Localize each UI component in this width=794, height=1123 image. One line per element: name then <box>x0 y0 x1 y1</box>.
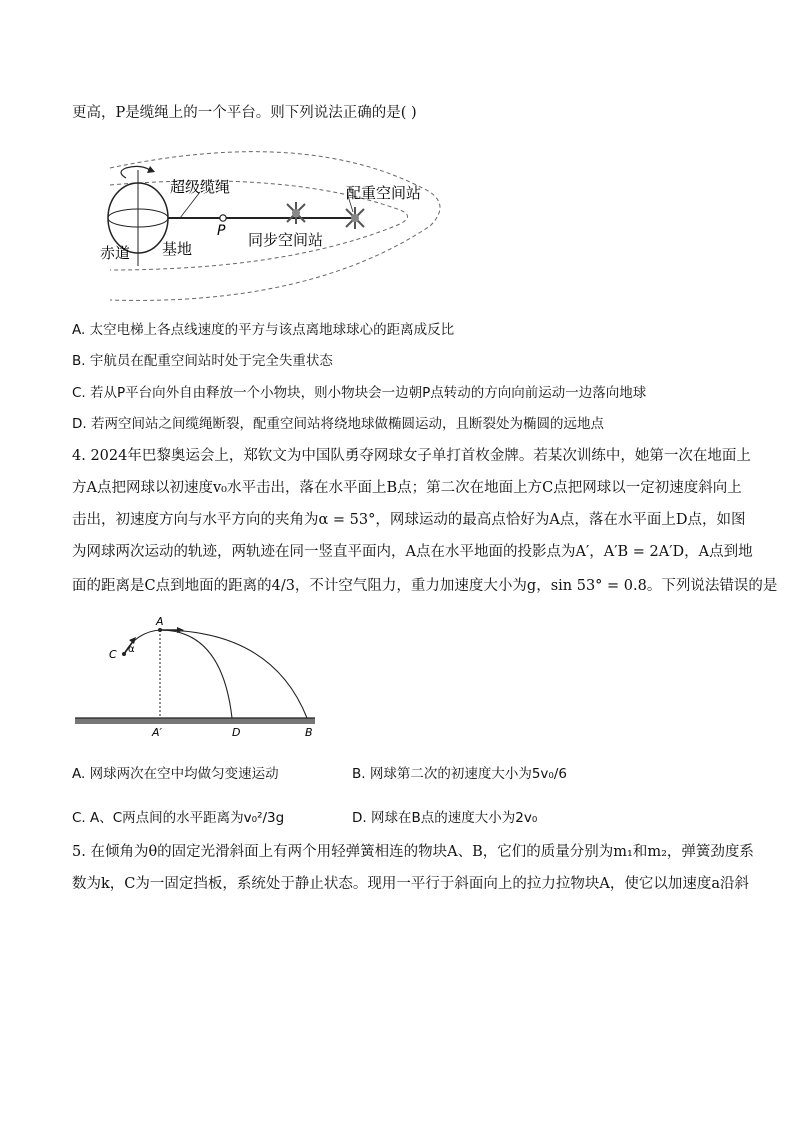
sync-station-icon <box>287 202 305 224</box>
q4-stem-line-5: 面的距离是C点到地面的距离的4/3，不计空气阻力，重力加速度大小为g，sin 53° = 0.8。下列说法错误的是 <box>72 578 778 594</box>
label-sync-station: 同步空间站 <box>248 231 324 249</box>
q4-stem-line-3: 击出，初速度方向与水平方向的夹角为α = 53°，网球运动的最高点恰好为A点，落在水平面上D点，如图 <box>72 512 746 528</box>
q4-option-c: C. A、C两点间的水平距离为v₀²/3g <box>72 810 285 826</box>
point-p <box>220 215 226 221</box>
q5-stem-line-2: 数为k，C为一固定挡板，系统处于静止状态。现用一平行于斜面向上的拉力拉物块A，使它以加速度a沿斜 <box>72 876 749 892</box>
point-c <box>122 652 126 656</box>
q4-stem-line-1: 4. 2024年巴黎奥运会上，郑钦文为中国队勇夺网球女子单打首枚金牌。若某次训练中，她第一次在地面上 <box>72 448 751 464</box>
label-rope: 超级缆绳 <box>170 178 231 196</box>
label-base: 基地 <box>162 240 193 258</box>
q4-option-d: D. 网球在B点的速度大小为2v₀ <box>352 810 538 826</box>
ground-hatch <box>75 718 315 724</box>
q4-option-a: A. 网球两次在空中均做匀变速运动 <box>72 766 279 782</box>
point-a <box>158 628 162 632</box>
rotation-arrow-icon <box>121 166 150 178</box>
label-a: A <box>156 615 164 628</box>
space-elevator-figure <box>100 130 450 305</box>
label-c: C <box>109 648 117 661</box>
label-b: B <box>305 726 313 739</box>
label-equator: 赤道 <box>100 244 131 262</box>
q4-stem-line-2: 方A点把网球以初速度v₀水平击出，落在水平面上B点；第二次在地面上方C点把网球以一定初速度斜向上 <box>72 480 742 496</box>
q3-option-d: D. 若两空间站之间缆绳断裂，配重空间站将绕地球做椭圆运动，且断裂处为椭圆的远地点 <box>72 416 604 432</box>
trajectory-c-to-d <box>124 630 232 718</box>
velocity-arrowhead-a-icon <box>177 627 184 633</box>
label-alpha: α <box>128 644 135 655</box>
label-a-prime: A′ <box>152 726 163 739</box>
label-counterweight-station: 配重空间站 <box>346 184 422 202</box>
trajectory-a-to-b <box>160 630 307 718</box>
q3-stem-tail: 更高，P是缆绳上的一个平台。则下列说法正确的是( ) <box>72 105 417 121</box>
label-d: D <box>232 726 241 739</box>
tennis-trajectory-figure <box>72 612 322 742</box>
q4-stem-line-4: 为网球两次运动的轨迹，两轨迹在同一竖直平面内，A点在水平地面的投影点为A′，A′B = 2A′D，A点到地 <box>72 544 753 560</box>
q4-option-b: B. 网球第二次的初速度大小为5v₀/6 <box>352 766 567 782</box>
q5-stem-line-1: 5. 在倾角为θ的固定光滑斜面上有两个用轻弹簧相连的物块A、B，它们的质量分别为m₁和m₂，弹簧劲度系 <box>72 844 754 860</box>
q3-option-a: A. 太空电梯上各点线速度的平方与该点离地球球心的距离成反比 <box>72 322 455 338</box>
q3-option-b: B. 宇航员在配重空间站时处于完全失重状态 <box>72 353 333 369</box>
q3-option-c: C. 若从P平台向外自由释放一个小物块，则小物块会一边朝P点转动的方向向前运动一边落向地球 <box>72 385 647 401</box>
label-p: P <box>217 223 226 239</box>
